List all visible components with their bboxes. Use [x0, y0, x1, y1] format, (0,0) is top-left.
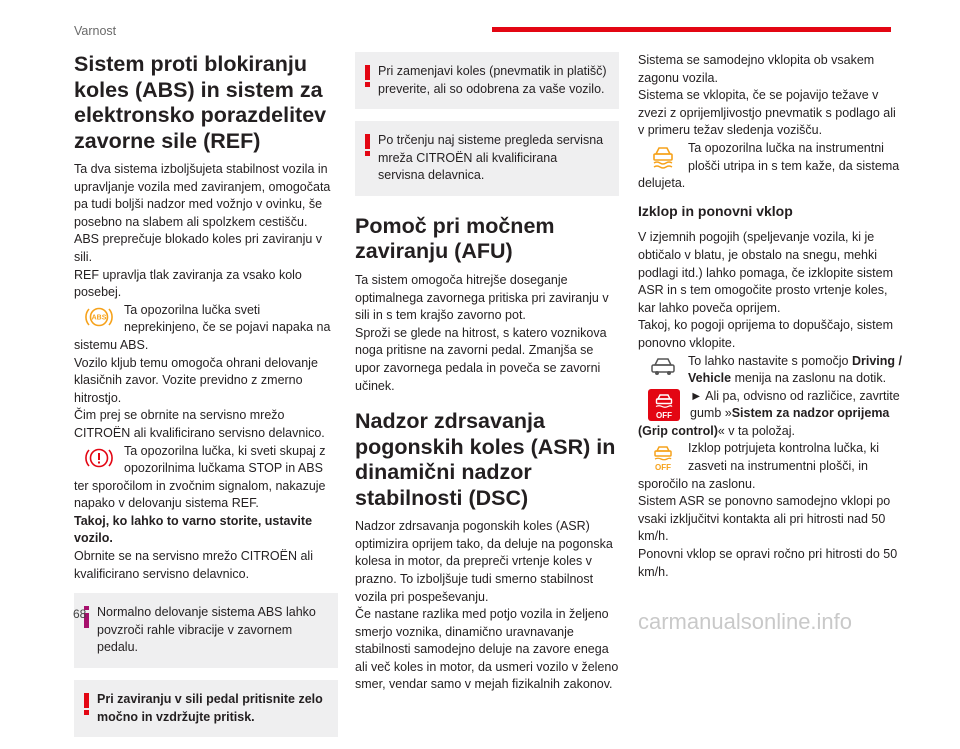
- disable-subtitle: Izklop in ponovni vklop: [638, 202, 793, 219]
- afu-text-2: Sproži se glede na hitrost, s katero voznikova noga pritisne na zavorni pedal. Zmanjša se upor zavornega pedala in poveča se zavorni učinek.: [355, 325, 607, 393]
- esp-off-button-icon: [648, 389, 680, 421]
- afu-text-1: Ta sistem omogoča hitrejše doseganje optimalnega zavornega pritiska pri zaviranju v sili in s tem krajšo zavorno pot.: [355, 272, 609, 323]
- abs-desc: ABS preprečuje blokado koles pri zaviranju v sili.: [74, 232, 323, 264]
- auto-reactivate-text: Sistem ASR se ponovno samodejno vklopi po vsaki izključitvi kontakta ali pri hitrosti nad 50 km/h.: [638, 494, 891, 544]
- column-1: [74, 52, 338, 749]
- info-note-text: Normalno delovanje sistema ABS lahko povzroči rahle vibracije v zavornem pedalu.: [97, 605, 316, 655]
- warning-note-wheels: [355, 52, 619, 109]
- warning-note: [74, 680, 338, 737]
- svg-text:ABS: ABS: [91, 314, 107, 322]
- warning-note-collision: [355, 121, 619, 196]
- asr-title: Nadzor zdrsavanja pogonskih koles (ASR) in dinamični nadzor stabilnosti (DSC): [355, 409, 616, 510]
- section-header: Varnost: [74, 24, 117, 38]
- warning-note-text: Pri zaviranju v sili pedal pritisnite zelo močno in vzdržujte pritisk.: [97, 692, 323, 724]
- abs-title: Sistem proti blokiranju koles (ABS) in sistem za elektronsko porazdelitev zavorne sile (REF): [74, 52, 327, 153]
- manual-reactivate-text: Ponovni vklop se opravi ročno pri hitrosti do 50 km/h.: [638, 547, 898, 579]
- column-3: [638, 52, 902, 581]
- stop-advice: Takoj, ko lahko to varno storite, ustavite vozilo.: [74, 513, 313, 546]
- info-note: [74, 593, 338, 668]
- exclamation-icon: [83, 693, 91, 721]
- exclamation-icon: [364, 65, 372, 93]
- esp-warning-lamp-icon: [648, 142, 678, 170]
- touchscreen-menu-text: To lahko nastavite s pomočjo Driving / Vehicle menija na zaslonu na dotik.: [688, 353, 902, 386]
- column-2: [355, 52, 619, 694]
- grip-control-text: ► Ali pa, odvisno od različice, zavrtite gumb »Sistem za nadzor oprijema (Grip control)« v ta položaj.: [638, 388, 900, 438]
- abs-lamp-text: Ta opozorilna lučka sveti neprekinjeno, če se pojavi napaka na sistemu ABS.: [74, 302, 331, 352]
- disable-confirm-text: Izklop potrjujeta kontrolna lučka, ki zasveti na instrumentni plošči, in sporočilo na zaslonu.: [638, 441, 880, 491]
- abs-warning-lamp-icon: [84, 304, 114, 332]
- abs-intro: Ta dva sistema izboljšujeta stabilnost vozila in upravljanje vozila med zaviranjem, omogočata pa tudi boljši nadzor med vožnjo v ovinku, še posebno na slabem ali spolzkem cestišču.: [74, 162, 331, 229]
- abs-service-text: Čim prej se obrnite na servisno mrežo CITROËN ali kvalificirano servisno delavnico.: [74, 408, 325, 440]
- activation-conditions-text: Sistema se vklopita, če se pojavijo težave v zvezi z oprijemljivostjo pnevmatik s podlago ali v primeru težav sledenja vozišču.: [638, 88, 896, 138]
- esp-lamp-text: Ta opozorilna lučka na instrumentni plošči utripa in s tem kaže, da sistema delujeta.: [638, 140, 900, 191]
- ref-desc: REF upravlja tlak zaviranja za vsako kolo posebej.: [74, 267, 302, 300]
- auto-activation-text: Sistema se samodejno vklopita ob vsakem zagonu vozila.: [638, 53, 875, 85]
- abs-fallback-text: Vozilo kljub temu omogoča ohrani delovanje klasičnih zavor. Vozite previdno z zmerno hitrostjo.: [74, 355, 318, 405]
- svg-text:OFF: OFF: [655, 463, 671, 473]
- ref-lamp-text: Ta opozorilna lučka, ki sveti skupaj z opozorilnima lučkama STOP in ABS ter sporočilom in zvočnim signalom, nakazuje napako v delovanju sistema REF.: [74, 443, 326, 511]
- afu-title: Pomoč pri močnem zaviranju (AFU): [355, 213, 555, 264]
- disable-conditions-text: V izjemnih pogojih (speljevanje vozila, ki je obtičalo v blatu, je obstalo na snegu, mehki podlagi itd.) lahko pomaga, če izklopite sistem ASR in s tem omogočite prosto vrtenje koles, kar lahko poveča oprijem.: [638, 230, 893, 315]
- exclamation-icon: [364, 134, 372, 162]
- page-number: 68: [73, 607, 87, 621]
- warning-collision-text: Po trčenju naj sisteme pregleda servisna mreža CITROËN ali kvalificirana servisna delavnica.: [378, 133, 604, 183]
- asr-text-1: Nadzor zdrsavanja pogonskih koles (ASR) optimizira oprijem tako, da deluje na pogonska kolesa in motor, da prepreči vrtenje koles v prazno. To izboljšuje tudi smerno stabilnost vozila pri pospeševanju.: [355, 519, 613, 604]
- watermark: carmanualsonline.info: [638, 609, 853, 634]
- asr-text-2: Če nastane razlika med potjo vozila in željeno smerjo voznika, dinamično uravnavanje stabilnosti samodejno deluje na zavore enega ali več koles in motor, da usmeri vozilo v želeno smer, vendar samo v mejah fizikalnih zakonov.: [355, 607, 619, 692]
- car-settings-icon: [648, 355, 678, 383]
- ref-service-text: Obrnite se na servisno mrežo CITROËN ali kvalificirano servisno delavnico.: [74, 549, 313, 581]
- reactivate-text: Takoj, ko pogoji oprijema to dopuščajo, sistem ponovno vklopite.: [638, 318, 893, 350]
- svg-text:OFF: OFF: [656, 410, 672, 420]
- header-accent-bar: [492, 27, 891, 32]
- warning-wheels-text: Pri zamenjavi koles (pnevmatik in platišč) preverite, ali so odobrena za vaše vozilo.: [378, 64, 607, 96]
- brake-warning-lamp-icon: [84, 445, 114, 473]
- esp-off-lamp-icon: [648, 442, 678, 472]
